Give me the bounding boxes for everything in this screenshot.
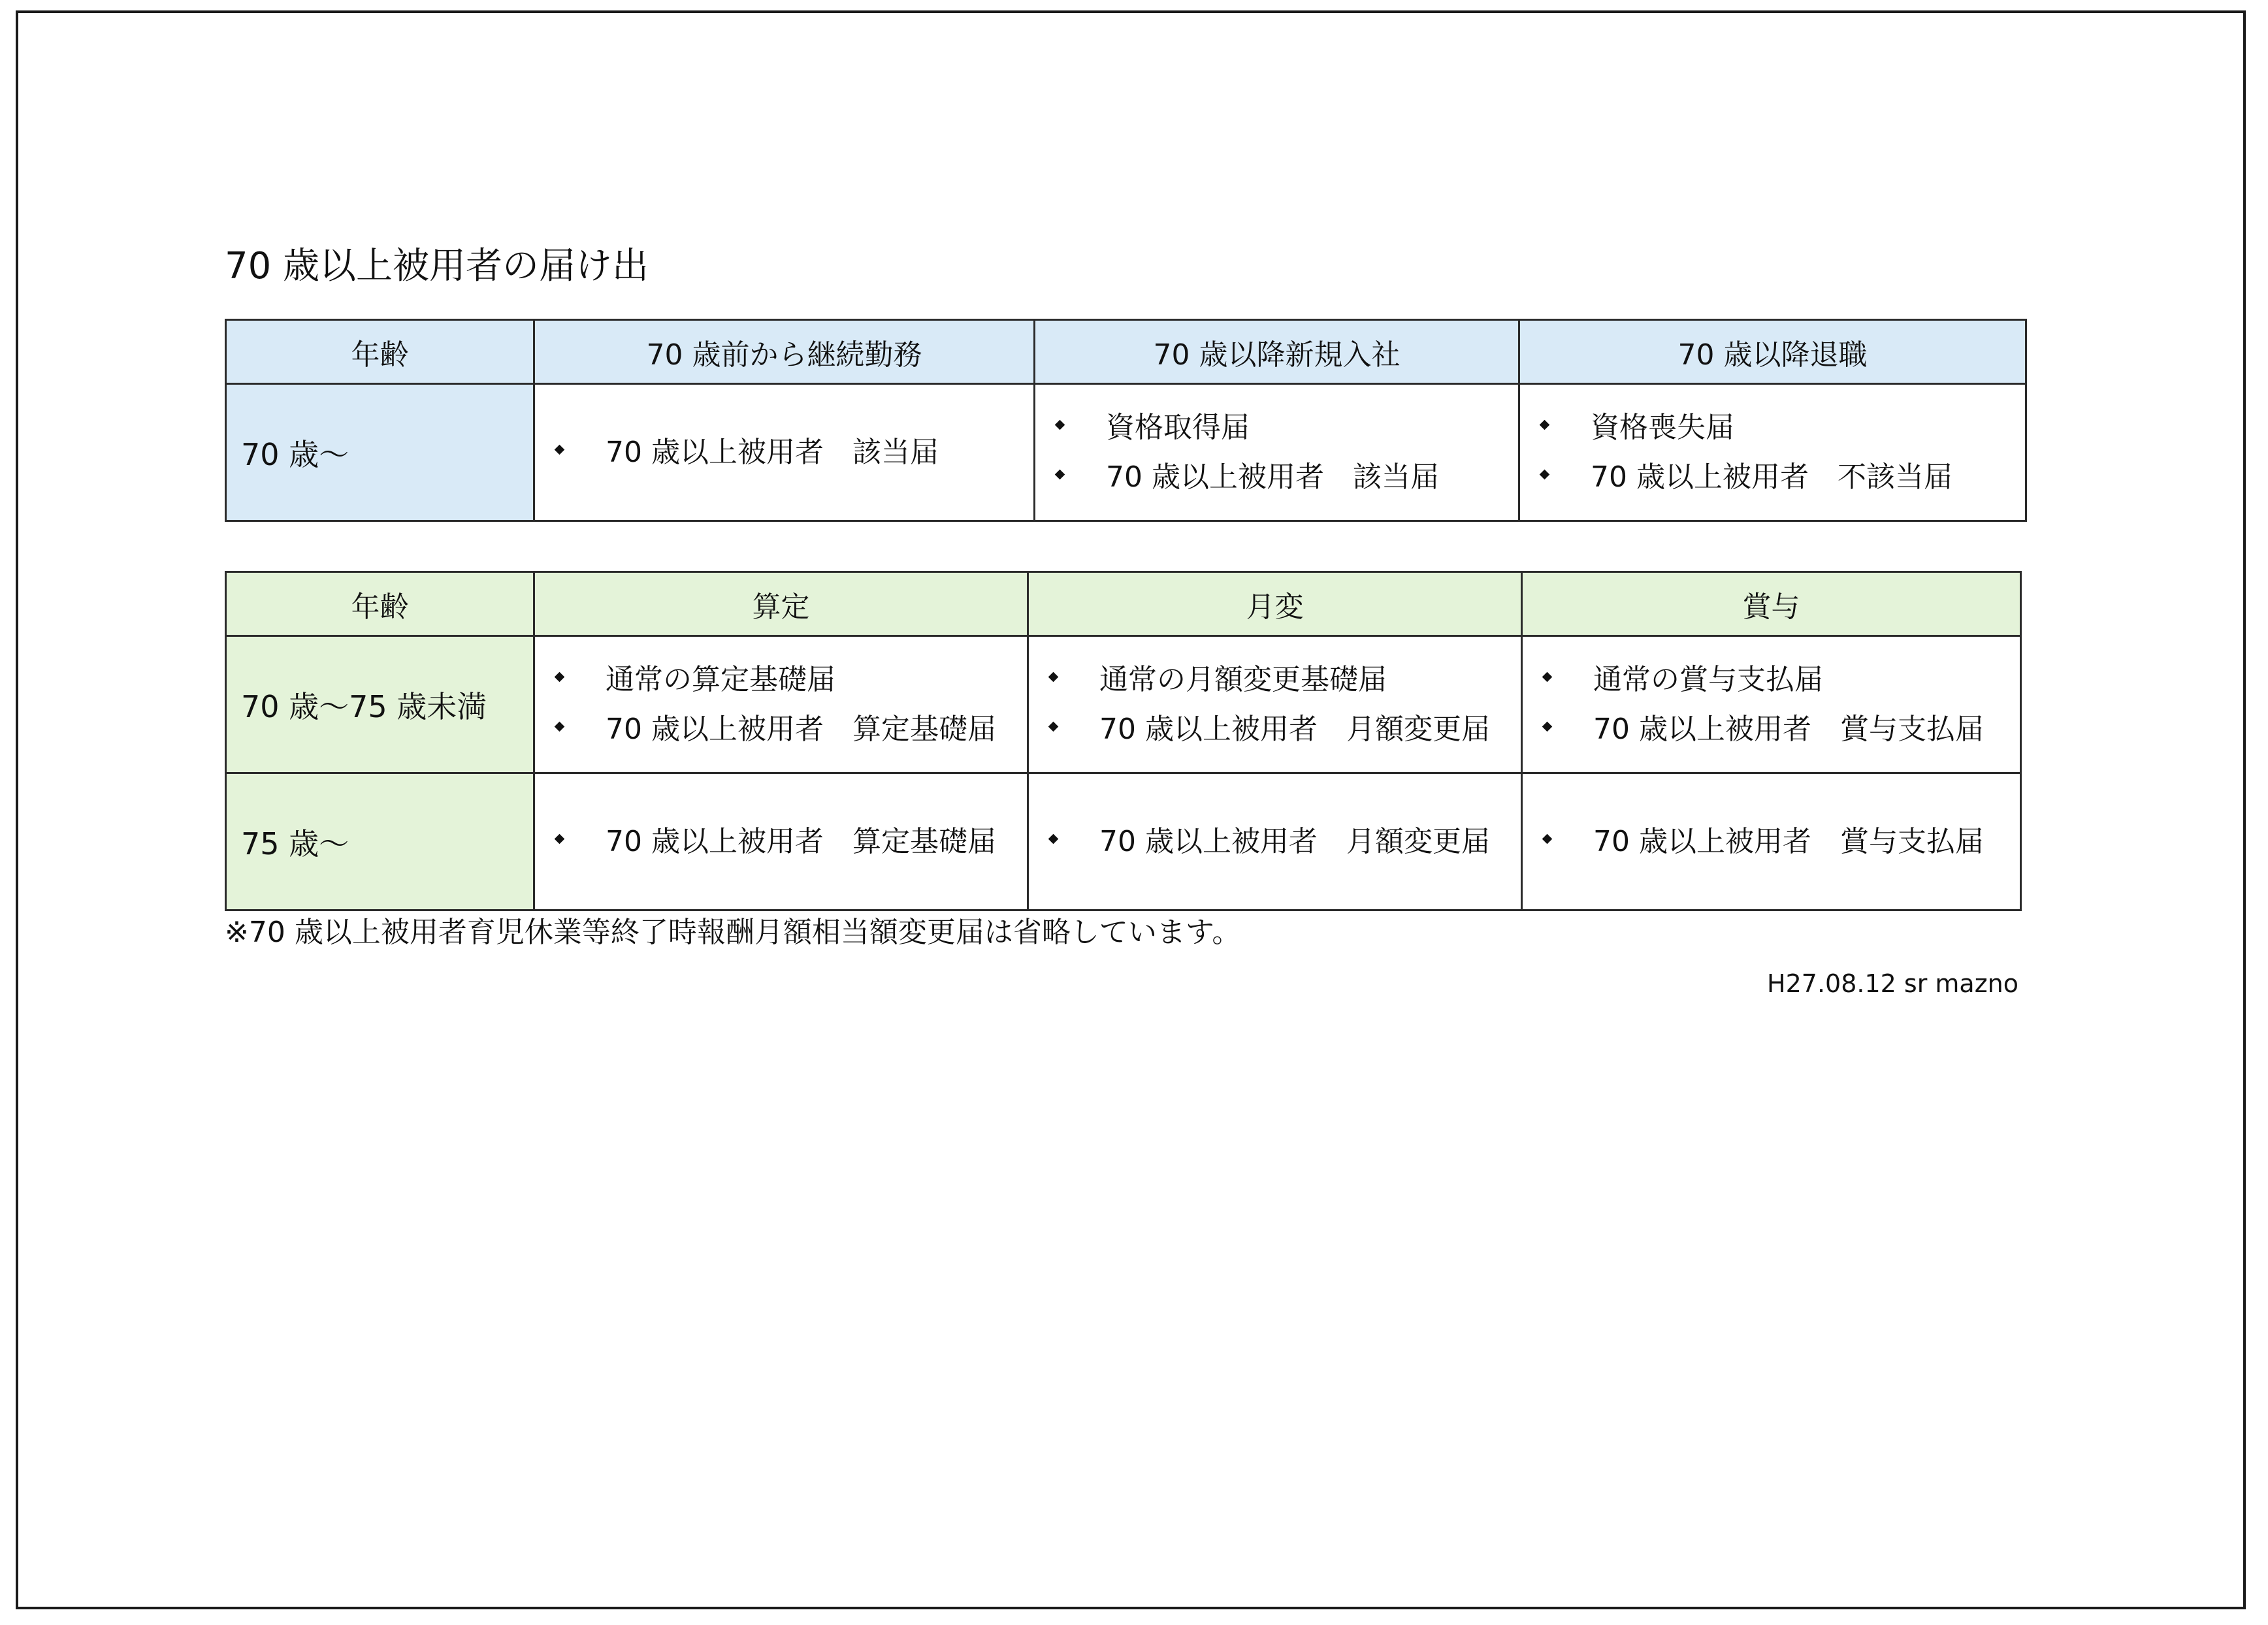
diamond-bullet-icon [1048, 671, 1059, 682]
diamond-bullet-icon [1542, 721, 1553, 732]
list-item: 70 歳以上被用者 賞与支払届 [1541, 705, 2020, 754]
age-cell: 70 歳～ [226, 384, 534, 521]
table-row [226, 773, 2021, 910]
list-item: 通常の月額変更基礎届 [1047, 655, 1521, 705]
diamond-bullet-icon [555, 721, 565, 732]
shoyo-cell [1522, 636, 2021, 773]
footnote: ※70 歳以上被用者育児休業等終了時報酬月額相当額変更届は省略しています。 [225, 916, 1241, 949]
diamond-bullet-icon [555, 671, 565, 682]
diamond-bullet-icon [555, 833, 565, 844]
table-row [226, 384, 2026, 521]
list-item: 70 歳以上被用者 該当届 [1054, 453, 1518, 502]
notification-table-70-plus [225, 319, 2027, 522]
signature: H27.08.12 sr mazno [1767, 969, 2018, 998]
list-item: 通常の賞与支払届 [1541, 655, 2020, 705]
santei-cell [534, 773, 1028, 910]
continuing-cell [534, 384, 1035, 521]
list-item: 70 歳以上被用者 月額変更届 [1047, 705, 1521, 754]
header-new-hire: 70 歳以降新規入社 [1035, 320, 1519, 384]
header-retirement: 70 歳以降退職 [1519, 320, 2026, 384]
header-age: 年齢 [226, 572, 534, 636]
diamond-bullet-icon [1048, 833, 1059, 844]
diamond-bullet-icon [1048, 721, 1059, 732]
header-continuing: 70 歳前から継続勤務 [534, 320, 1035, 384]
table-row [226, 636, 2021, 773]
new-hire-cell [1035, 384, 1519, 521]
retirement-cell [1519, 384, 2026, 521]
header-age: 年齢 [226, 320, 534, 384]
diamond-bullet-icon [1542, 671, 1553, 682]
table-header-row [226, 572, 2021, 636]
diamond-bullet-icon [1542, 833, 1553, 844]
diamond-bullet-icon [1540, 419, 1550, 430]
diamond-bullet-icon [1055, 419, 1065, 430]
age-cell: 70 歳～75 歳未満 [226, 636, 534, 773]
list-item: 70 歳以上被用者 賞与支払届 [1541, 817, 2020, 867]
list-item: 70 歳以上被用者 不該当届 [1538, 453, 2025, 502]
list-item: 70 歳以上被用者 算定基礎届 [553, 705, 1027, 754]
list-item: 70 歳以上被用者 該当届 [553, 428, 1033, 477]
list-item: 資格取得届 [1054, 403, 1518, 453]
header-santei: 算定 [534, 572, 1028, 636]
age-cell: 75 歳～ [226, 773, 534, 910]
diamond-bullet-icon [1540, 469, 1550, 479]
table-header-row [226, 320, 2026, 384]
header-gekkan: 月変 [1028, 572, 1522, 636]
list-item: 70 歳以上被用者 算定基礎届 [553, 817, 1027, 867]
page-title: 70 歳以上被用者の届け出 [225, 245, 649, 287]
salary-report-table [225, 571, 2022, 911]
list-item: 通常の算定基礎届 [553, 655, 1027, 705]
header-shoyo: 賞与 [1522, 572, 2021, 636]
list-item: 資格喪失届 [1538, 403, 2025, 453]
diamond-bullet-icon [555, 444, 565, 455]
gekkan-cell [1028, 773, 1522, 910]
gekkan-cell [1028, 636, 1522, 773]
diamond-bullet-icon [1055, 469, 1065, 479]
shoyo-cell [1522, 773, 2021, 910]
santei-cell [534, 636, 1028, 773]
list-item: 70 歳以上被用者 月額変更届 [1047, 817, 1521, 867]
